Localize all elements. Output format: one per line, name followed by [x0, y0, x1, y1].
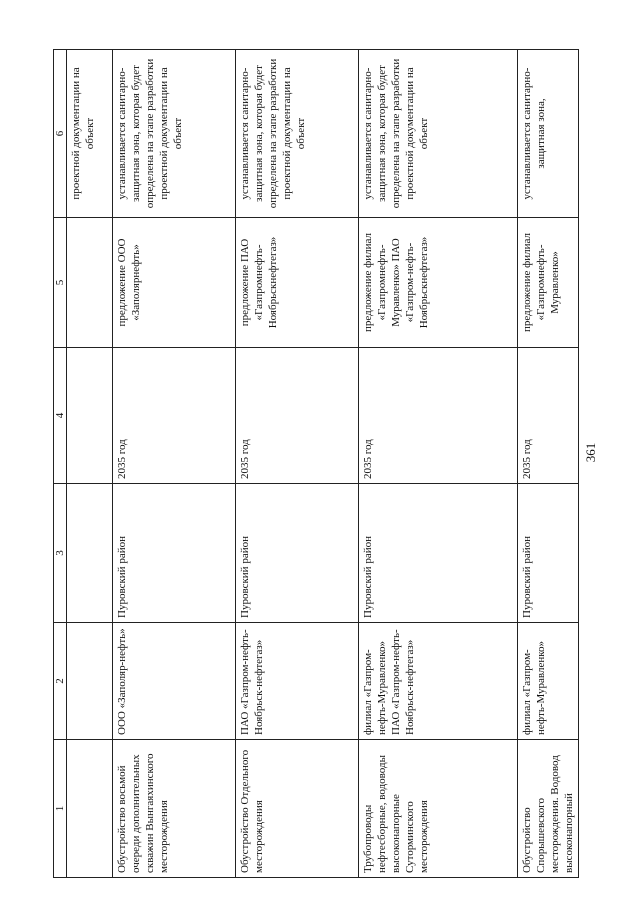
column-number: 3	[54, 484, 67, 623]
column-number: 1	[54, 740, 67, 878]
year-cell: 2035 год	[236, 348, 359, 484]
organization-cell: филиал «Газпром-нефть-Муравленко»	[518, 623, 579, 740]
object-name-cell: Обустройство Отдельного месторождения	[236, 740, 359, 878]
column-number: 5	[54, 218, 67, 348]
location-cell: Пуровский район	[518, 484, 579, 623]
year-cell: 2035 год	[518, 348, 579, 484]
basis-cell: предложение филиал «Газпромнефть-Муравленко» ПАО «Газпром-нефть-Ноябрьскнефтегаз»	[359, 218, 518, 348]
note-cell: устанавливается санитарно-защитная зона,	[518, 50, 579, 218]
table-row	[236, 50, 359, 878]
location-cell: Пуровский район	[113, 484, 236, 623]
basis-cell: предложение филиал «Газпромнефть-Муравленко»	[518, 218, 579, 348]
continuation-row	[67, 50, 113, 878]
basis-cell: предложение ПАО «Газпромнефть-Ноябрьскнефтегаз»	[236, 218, 359, 348]
organization-cell: филиал «Газпром-нефть-Муравленко» ПАО «Газпром-нефть-Ноябрьск-нефтегаз»	[359, 623, 518, 740]
object-name-cell: Обустройство Спорышевского месторождения. Водовод высоконапорный	[518, 740, 579, 878]
table-row	[518, 50, 579, 878]
object-name-cell: Обустройство восьмой очереди дополнительных скважин Вынгаяхинского месторождения	[113, 740, 236, 878]
table-row	[113, 50, 236, 878]
objects-table	[53, 49, 579, 878]
note-cell: проектной документации на объект	[67, 50, 113, 218]
note-cell: устанавливается санитарно-защитная зона, которая будет определена на этапе разработки проектной документации на объект	[359, 50, 518, 218]
organization-cell: ООО «Заполяр-нефть»	[113, 623, 236, 740]
column-number: 4	[54, 348, 67, 484]
note-cell: устанавливается санитарно-защитная зона, которая будет определена на этапе разработки проектной документации на объект	[113, 50, 236, 218]
column-number: 2	[54, 623, 67, 740]
table-row	[359, 50, 518, 878]
year-cell: 2035 год	[113, 348, 236, 484]
column-number-row	[54, 50, 67, 878]
column-number: 6	[54, 50, 67, 218]
note-cell: устанавливается санитарно-защитная зона, которая будет определена на этапе разработки проектной документации на объект	[236, 50, 359, 218]
location-cell: Пуровский район	[359, 484, 518, 623]
organization-cell: ПАО «Газпром-нефть-Ноябрьск-нефтегаз»	[236, 623, 359, 740]
location-cell: Пуровский район	[236, 484, 359, 623]
object-name-cell: Трубопроводы нефтесборные, водоводы высоконапорные Суторминского месторождения	[359, 740, 518, 878]
basis-cell: предложение ООО «Заполярнефть»	[113, 218, 236, 348]
year-cell: 2035 год	[359, 348, 518, 484]
page-number: 361	[583, 442, 598, 463]
